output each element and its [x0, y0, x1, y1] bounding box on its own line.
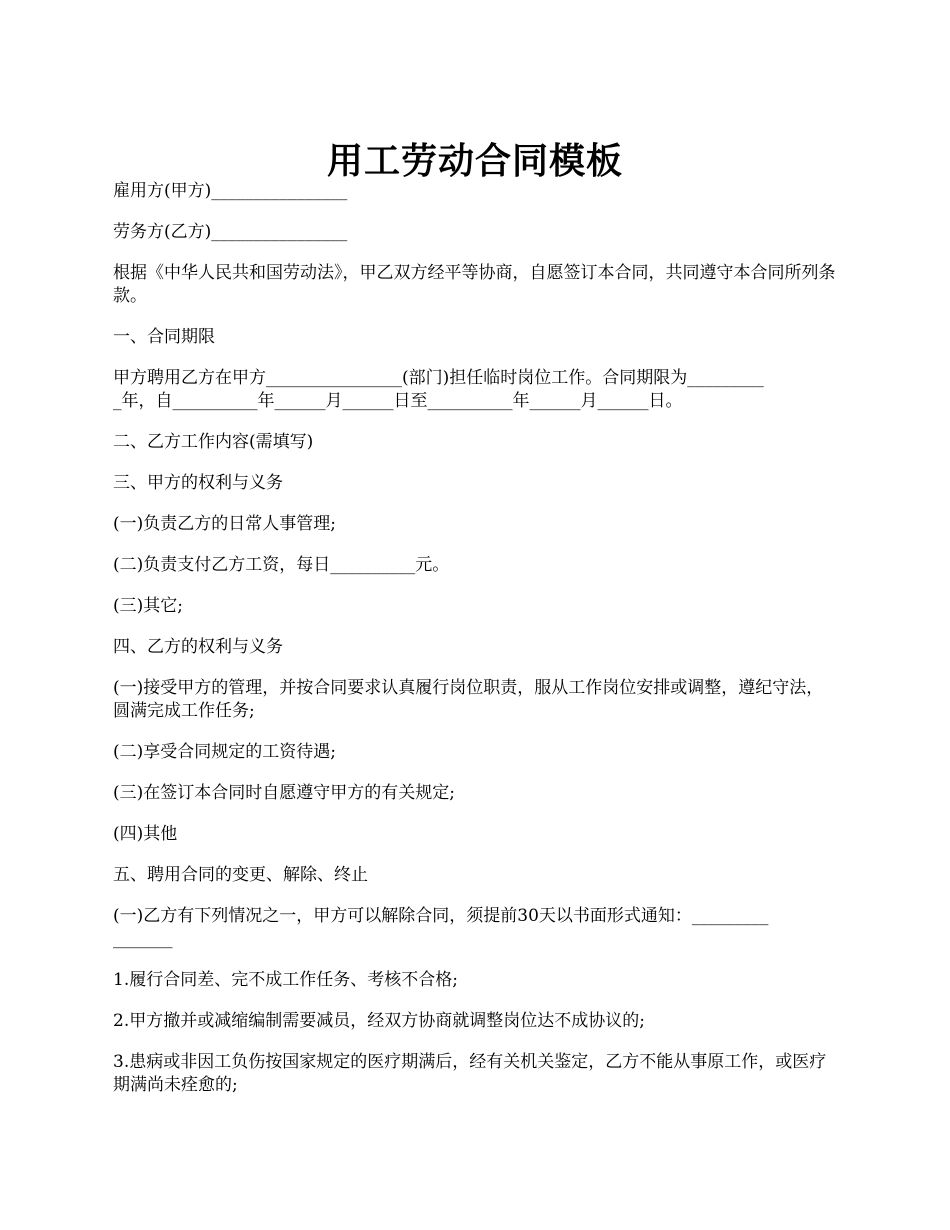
- party-a-clause-1: (一)负责乙方的日常人事管理;: [113, 514, 336, 534]
- section-heading-change-termination: 五、聘用合同的变更、解除、终止: [113, 865, 368, 885]
- section-heading-term: 一、合同期限: [113, 327, 215, 347]
- document-body: [113, 180, 840, 1115]
- employee-line: 劳务方(乙方)________________: [113, 222, 348, 242]
- party-b-clause-2: (二)享受合同规定的工资待遇;: [113, 742, 336, 762]
- party-b-clause-3: (三)在签订本合同时自愿遵守甲方的有关规定;: [113, 783, 455, 803]
- document-title: 用工劳动合同模板: [326, 140, 623, 183]
- party-b-clause-1: (一)接受甲方的管理，并按合同要求认真履行岗位职责，服从工作岗位安排或调整，遵纪守法，圆满完成工作任务;: [113, 678, 824, 721]
- termination-item-2: 2.甲方撤并或减缩编制需要减员，经双方协商就调整岗位达不成协议的;: [113, 1011, 645, 1031]
- section-heading-party-a-rights: 三、甲方的权利与义务: [113, 473, 283, 493]
- party-a-clause-3: (三)其它;: [113, 596, 183, 616]
- preamble-paragraph: 根据《中华人民共和国劳动法》，甲乙双方经平等协商，自愿签订本合同，共同遵守本合同所列条款。: [113, 263, 836, 306]
- party-a-clause-2: (二)负责支付乙方工资，每日__________元。: [113, 555, 450, 575]
- employer-line: 雇用方(甲方)________________: [113, 181, 348, 201]
- termination-item-1: 1.履行合同差、完不成工作任务、考核不合格;: [113, 970, 458, 990]
- section-heading-work-content: 二、乙方工作内容(需填写): [113, 432, 314, 452]
- termination-item-3: 3.患病或非因工负伤按国家规定的医疗期满后，经有关机关鉴定，乙方不能从事原工作，或医疗期满尚未痊愈的;: [113, 1052, 827, 1095]
- section-heading-party-b-rights: 四、乙方的权利与义务: [113, 637, 283, 657]
- party-b-clause-4: (四)其他: [113, 824, 178, 844]
- term-paragraph: 甲方聘用乙方在甲方________________(部门)担任临时岗位工作。合同期限为_________ _年，自__________年______月______日至__________年______月______日。: [113, 368, 764, 411]
- termination-clause-intro: (一)乙方有下列情况之一，甲方可以解除合同，须提前30天以书面形式通知：_________ _______: [113, 906, 769, 949]
